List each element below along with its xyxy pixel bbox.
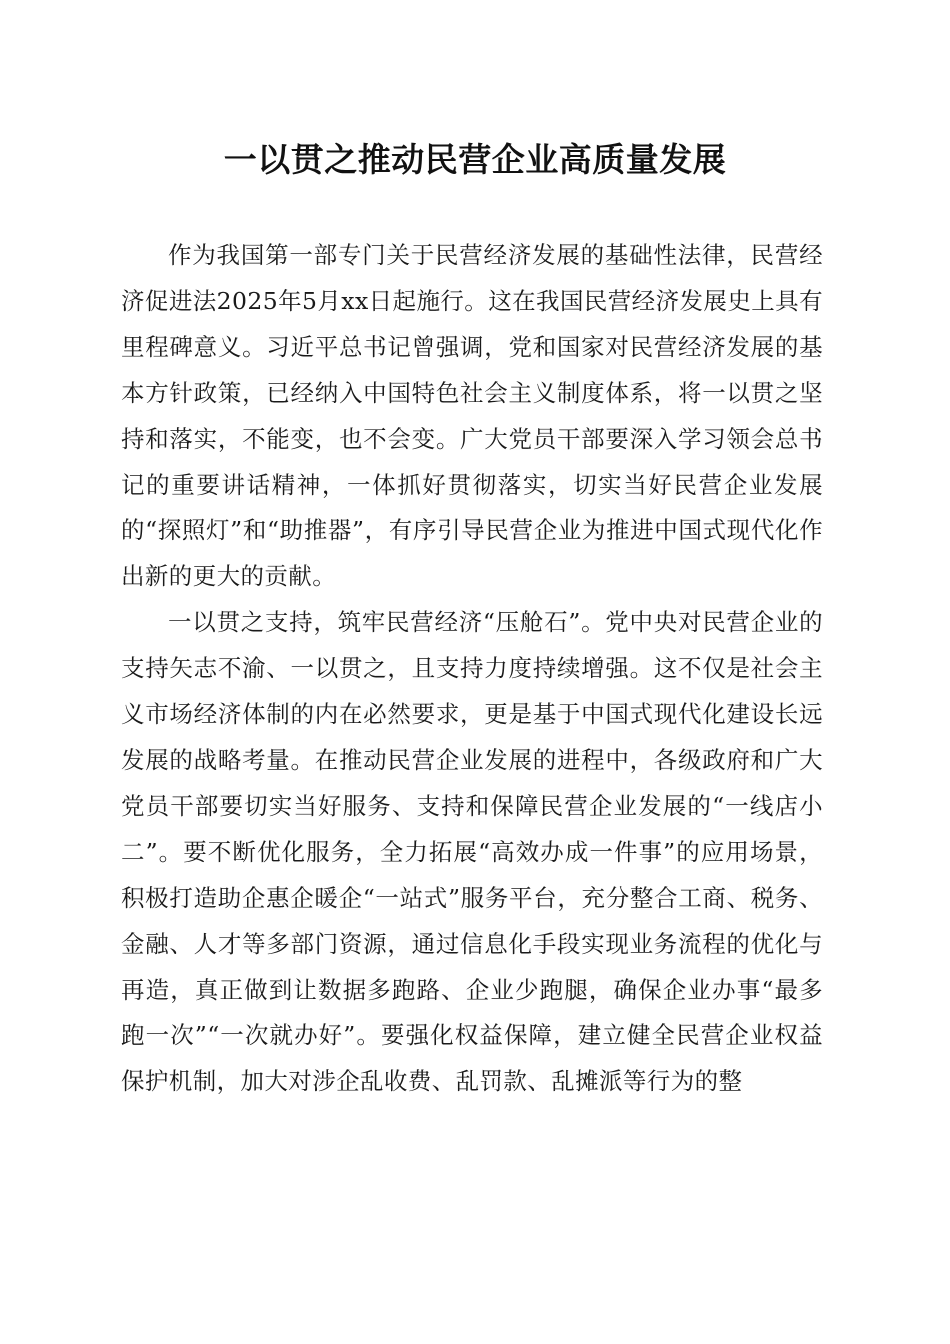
paragraph-intro: 作为我国第一部专门关于民营经济发展的基础性法律，民营经济促进法2025年5月xx日起施行。这在我国民营经济发展史上具有里程碑意义。习近平总书记曾强调，党和国家对民营经济发展的基本方针政策，已经纳入中国特色社会主义制度体系，将一以贯之坚持和落实，不能变，也不会变。广大党员干部要深入学习领会总书记的重要讲话精神，一体抓好贯彻落实，切实当好民营企业发展的“探照灯”和“助推器”，有序引导民营企业为推进中国式现代化作出新的更大的贡献。 — [121, 241, 823, 591]
document-title: 一以贯之推动民营企业高质量发展 — [223, 140, 727, 179]
paragraph-support: 一以贯之支持，筑牢民营经济“压舱石”。党中央对民营企业的支持矢志不渝、一以贯之，且支持力度持续增强。这不仅是社会主义市场经济体制的内在必然要求，更是基于中国式现代化建设长远发展的战略考量。在推动民营企业发展的进程中，各级政府和广大党员干部要切实当好服务、支持和保障民营企业发展的“一线店小二”。要不断优化服务，全力拓展“高效办成一件事”的应用场景，积极打造助企惠企暖企“一站式”服务平台，充分整合工商、税务、金融、人才等多部门资源，通过信息化手段实现业务流程的优化与再造，真正做到让数据多跑路、企业少跑腿，确保企业办事“最多跑一次”“一次就办好”。要强化权益保障，建立健全民营企业权益保护机制，加大对涉企乱收费、乱罚款、乱摊派等行为的整 — [121, 608, 823, 1096]
document-body — [121, 233, 823, 1105]
